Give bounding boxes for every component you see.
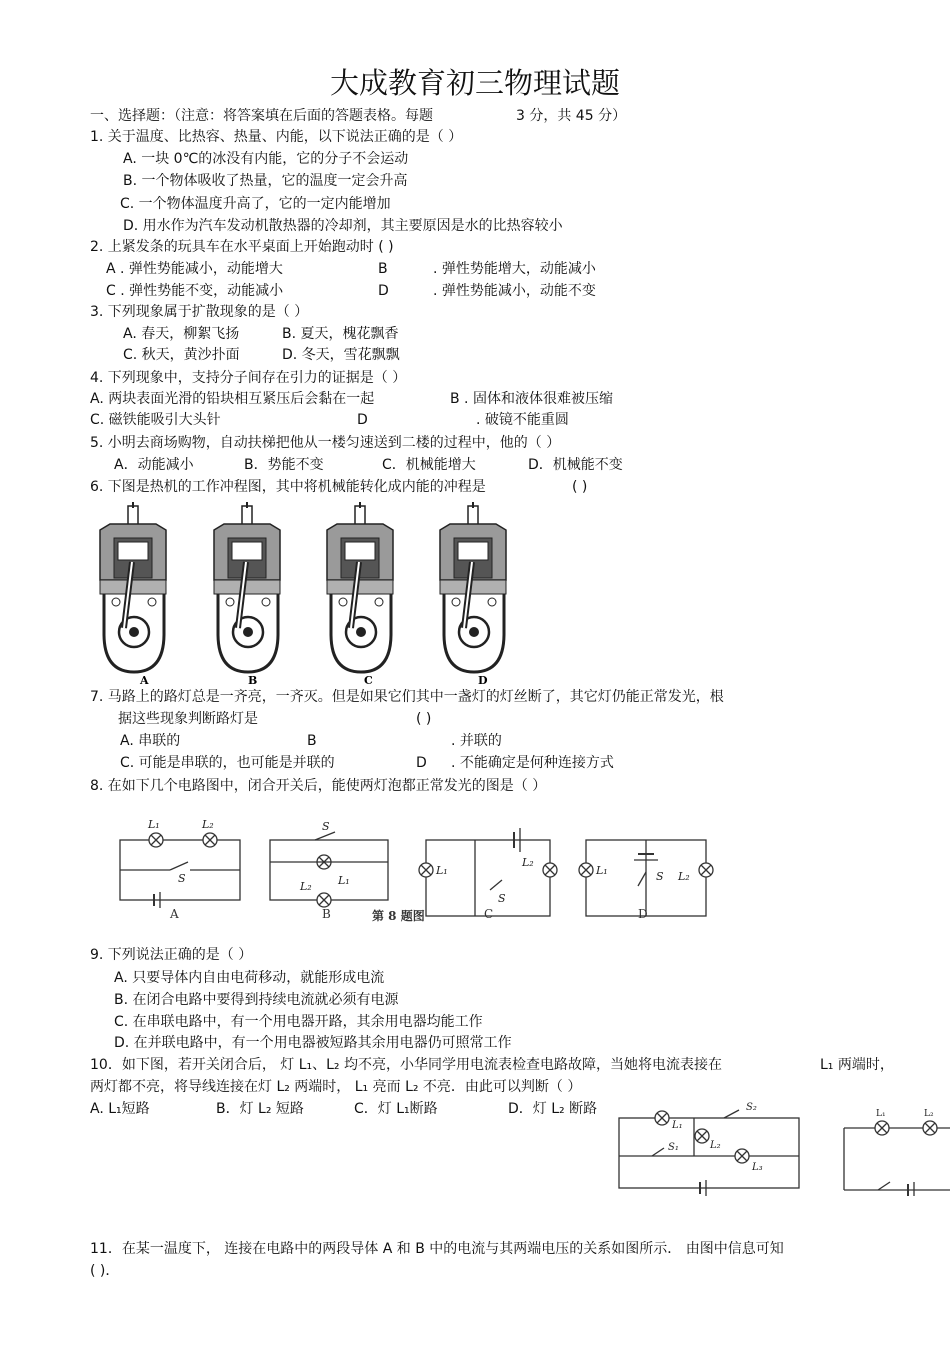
q9-stem: 9. 下列说法正确的是（ ）: [90, 947, 253, 963]
q4-option-c: C. 磁铁能吸引大头针: [90, 412, 221, 428]
q7-option-d-letter: D: [416, 755, 427, 771]
q7-option-c: C. 可能是串联的，也可能是并联的: [120, 755, 335, 771]
q2-option-b-letter: B: [378, 261, 388, 277]
q5-option-d: D．机械能不变: [528, 457, 623, 473]
q10-option-c: C．灯 L₁断路: [354, 1101, 438, 1117]
circuit-d-l1-label: L₁: [596, 864, 608, 877]
circuit-figure-left: [614, 1098, 804, 1198]
circuit-b-s-label: S: [322, 820, 330, 833]
engine-a: [100, 502, 166, 672]
circuit-left-l2-label: L₂: [710, 1140, 721, 1151]
q2-option-d-letter: D: [378, 283, 389, 299]
q11-stem-line2: ( )．: [90, 1263, 120, 1279]
q9-option-a: A. 只要导体内自由电荷移动，就能形成电流: [114, 970, 385, 986]
q10-stem-line1-end: L₁ 两端时，: [820, 1057, 894, 1073]
q4-option-a: A. 两块表面光滑的铅块相互紧压后会黏在一起: [90, 391, 375, 407]
q1-option-b: B. 一个物体吸收了热量，它的温度一定会升高: [123, 173, 408, 189]
circuit-d: [579, 840, 713, 916]
circuit-label-d: D: [638, 907, 648, 921]
section-header: 一、选择题：（注意：将答案填在后面的答题表格。每题: [90, 108, 433, 124]
engine-label-d: D: [478, 674, 488, 687]
q4-option-d-letter: D: [357, 412, 368, 428]
q1-option-d: D. 用水作为汽车发动机散热器的冷却剂，其主要原因是水的比热容较小: [123, 218, 563, 234]
q3-option-a: A. 春天，柳絮飞扬: [123, 326, 240, 342]
q7-stem-line1: 7. 马路上的路灯总是一齐亮，一齐灭。但是如果它们其中一盏灯的灯丝断了，其它灯仍能正常发光，根: [90, 689, 724, 705]
circuit-label-c: C: [484, 907, 494, 921]
engine-d: [440, 502, 506, 672]
circuit-figure-right: [838, 1104, 950, 1196]
q8-figure-caption: 第 8 题图: [372, 909, 425, 923]
engine-stroke-figure: [88, 498, 538, 688]
q7-option-d: . 不能确定是何种连接方式: [451, 755, 614, 771]
q5-option-b: B．势能不变: [244, 457, 324, 473]
circuit-figure-q8: [110, 810, 730, 930]
q1-stem: 1. 关于温度、比热容、热量、内能，以下说法正确的是（ ）: [90, 129, 463, 145]
q7-option-a: A. 串联的: [120, 733, 181, 749]
circuit-b: [270, 832, 388, 907]
circuit-left-l1-label: L₁: [672, 1120, 683, 1131]
q8-stem: 8. 在如下几个电路图中，闭合开关后，能使两灯泡都正常发光的图是（ ）: [90, 778, 547, 794]
q4-option-b: B . 固体和液体很难被压缩: [450, 391, 613, 407]
q9-option-b: B. 在闭合电路中要得到持续电流就必须有电源: [114, 992, 399, 1008]
circuit-right-l1-label: L₁: [876, 1109, 886, 1119]
circuit-c-s-label: S: [498, 892, 506, 905]
q4-stem: 4. 下列现象中，支持分子间存在引力的证据是（ ）: [90, 370, 407, 386]
q10-option-b: B．灯 L₂ 短路: [216, 1101, 304, 1117]
q7-paren: ( ): [416, 711, 432, 727]
q5-option-c: C．机械能增大: [382, 457, 476, 473]
circuit-left-s1-label: S₁: [668, 1142, 679, 1153]
q2-stem: 2. 上紧发条的玩具车在水平桌面上开始跑动时 ( ): [90, 239, 394, 255]
circuit-c-l1-label: L₁: [436, 864, 448, 877]
engine-label-c: C: [364, 674, 373, 687]
q10-option-a: A. L₁短路: [90, 1101, 150, 1117]
circuit-d-l2-label: L₂: [678, 870, 690, 883]
engine-label-b: B: [248, 674, 258, 687]
q4-option-d: . 破镜不能重圆: [476, 412, 569, 428]
circuit-c-l2-label: L₂: [522, 856, 534, 869]
circuit-d-s-label: S: [656, 870, 664, 883]
q3-stem: 3. 下列现象属于扩散现象的是（ ）: [90, 304, 309, 320]
q2-option-d: . 弹性势能减小，动能不变: [433, 283, 596, 299]
q5-option-a: A．动能减小: [114, 457, 194, 473]
q7-option-b: . 并联的: [451, 733, 502, 749]
circuit-label-b: B: [322, 907, 331, 921]
q3-option-b: B. 夏天，槐花飘香: [282, 326, 399, 342]
q7-option-b-letter: B: [307, 733, 317, 749]
q10-stem-line2: 两灯都不亮，将导线连接在灯 L₂ 两端时， L₁ 亮而 L₂ 不亮．由此可以判断（ ）: [90, 1079, 582, 1095]
q7-stem-line2: 据这些现象判断路灯是: [118, 711, 258, 727]
engine-c: [327, 502, 393, 672]
q11-stem-line1: 11．在某一温度下， 连接在电路中的两段导体 A 和 B 中的电流与其两端电压的关系如图所示． 由图中信息可知: [90, 1241, 784, 1257]
q3-option-c: C. 秋天，黄沙扑面: [123, 347, 240, 363]
q6-paren: ( ): [572, 479, 588, 495]
engine-b: [214, 502, 280, 672]
circuit-label-a: A: [170, 907, 179, 921]
circuit-a-l2-label: L₂: [202, 818, 214, 831]
q3-option-d: D. 冬天，雪花飘飘: [282, 347, 400, 363]
circuit-left-l3-label: L₃: [752, 1162, 763, 1173]
circuit-a: [120, 833, 240, 908]
circuit-b-l2-label: L₂: [300, 880, 312, 893]
q10-option-d: D．灯 L₂ 断路: [508, 1101, 598, 1117]
circuit-right-l2-label: L₂: [924, 1109, 934, 1119]
q9-option-d: D. 在并联电路中，有一个用电器被短路其余用电器仍可照常工作: [114, 1035, 512, 1051]
q2-option-a: A . 弹性势能减小，动能增大: [106, 261, 283, 277]
q10-stem-line1: 10．如下图，若开关闭合后， 灯 L₁、L₂ 均不亮，小华同学用电流表检查电路故障，当她将电流表接在: [90, 1057, 722, 1073]
circuit-left-s2-label: S₂: [746, 1102, 757, 1113]
circuit-a-s-label: S: [178, 872, 186, 885]
q2-option-c: C . 弹性势能不变，动能减小: [106, 283, 284, 299]
q6-stem: 6. 下图是热机的工作冲程图，其中将机械能转化成内能的冲程是: [90, 479, 486, 495]
q1-option-a: A. 一块 0℃的冰没有内能，它的分子不会运动: [123, 151, 409, 167]
engine-label-a: A: [140, 674, 149, 687]
q1-option-c: C. 一个物体温度升高了，它的一定内能增加: [120, 196, 391, 212]
page-title: 大成教育初三物理试题: [329, 66, 620, 100]
circuit-b-l1-label: L₁: [338, 874, 350, 887]
q5-stem: 5. 小明去商场购物，自动扶梯把他从一楼匀速送到二楼的过程中，他的（ ）: [90, 435, 561, 451]
circuit-a-l1-label: L₁: [148, 818, 160, 831]
q2-option-b: . 弹性势能增大，动能减小: [433, 261, 596, 277]
q9-option-c: C. 在串联电路中，有一个用电器开路，其余用电器均能工作: [114, 1014, 483, 1030]
section-header-score: 3 分，共 45 分）: [516, 108, 627, 124]
